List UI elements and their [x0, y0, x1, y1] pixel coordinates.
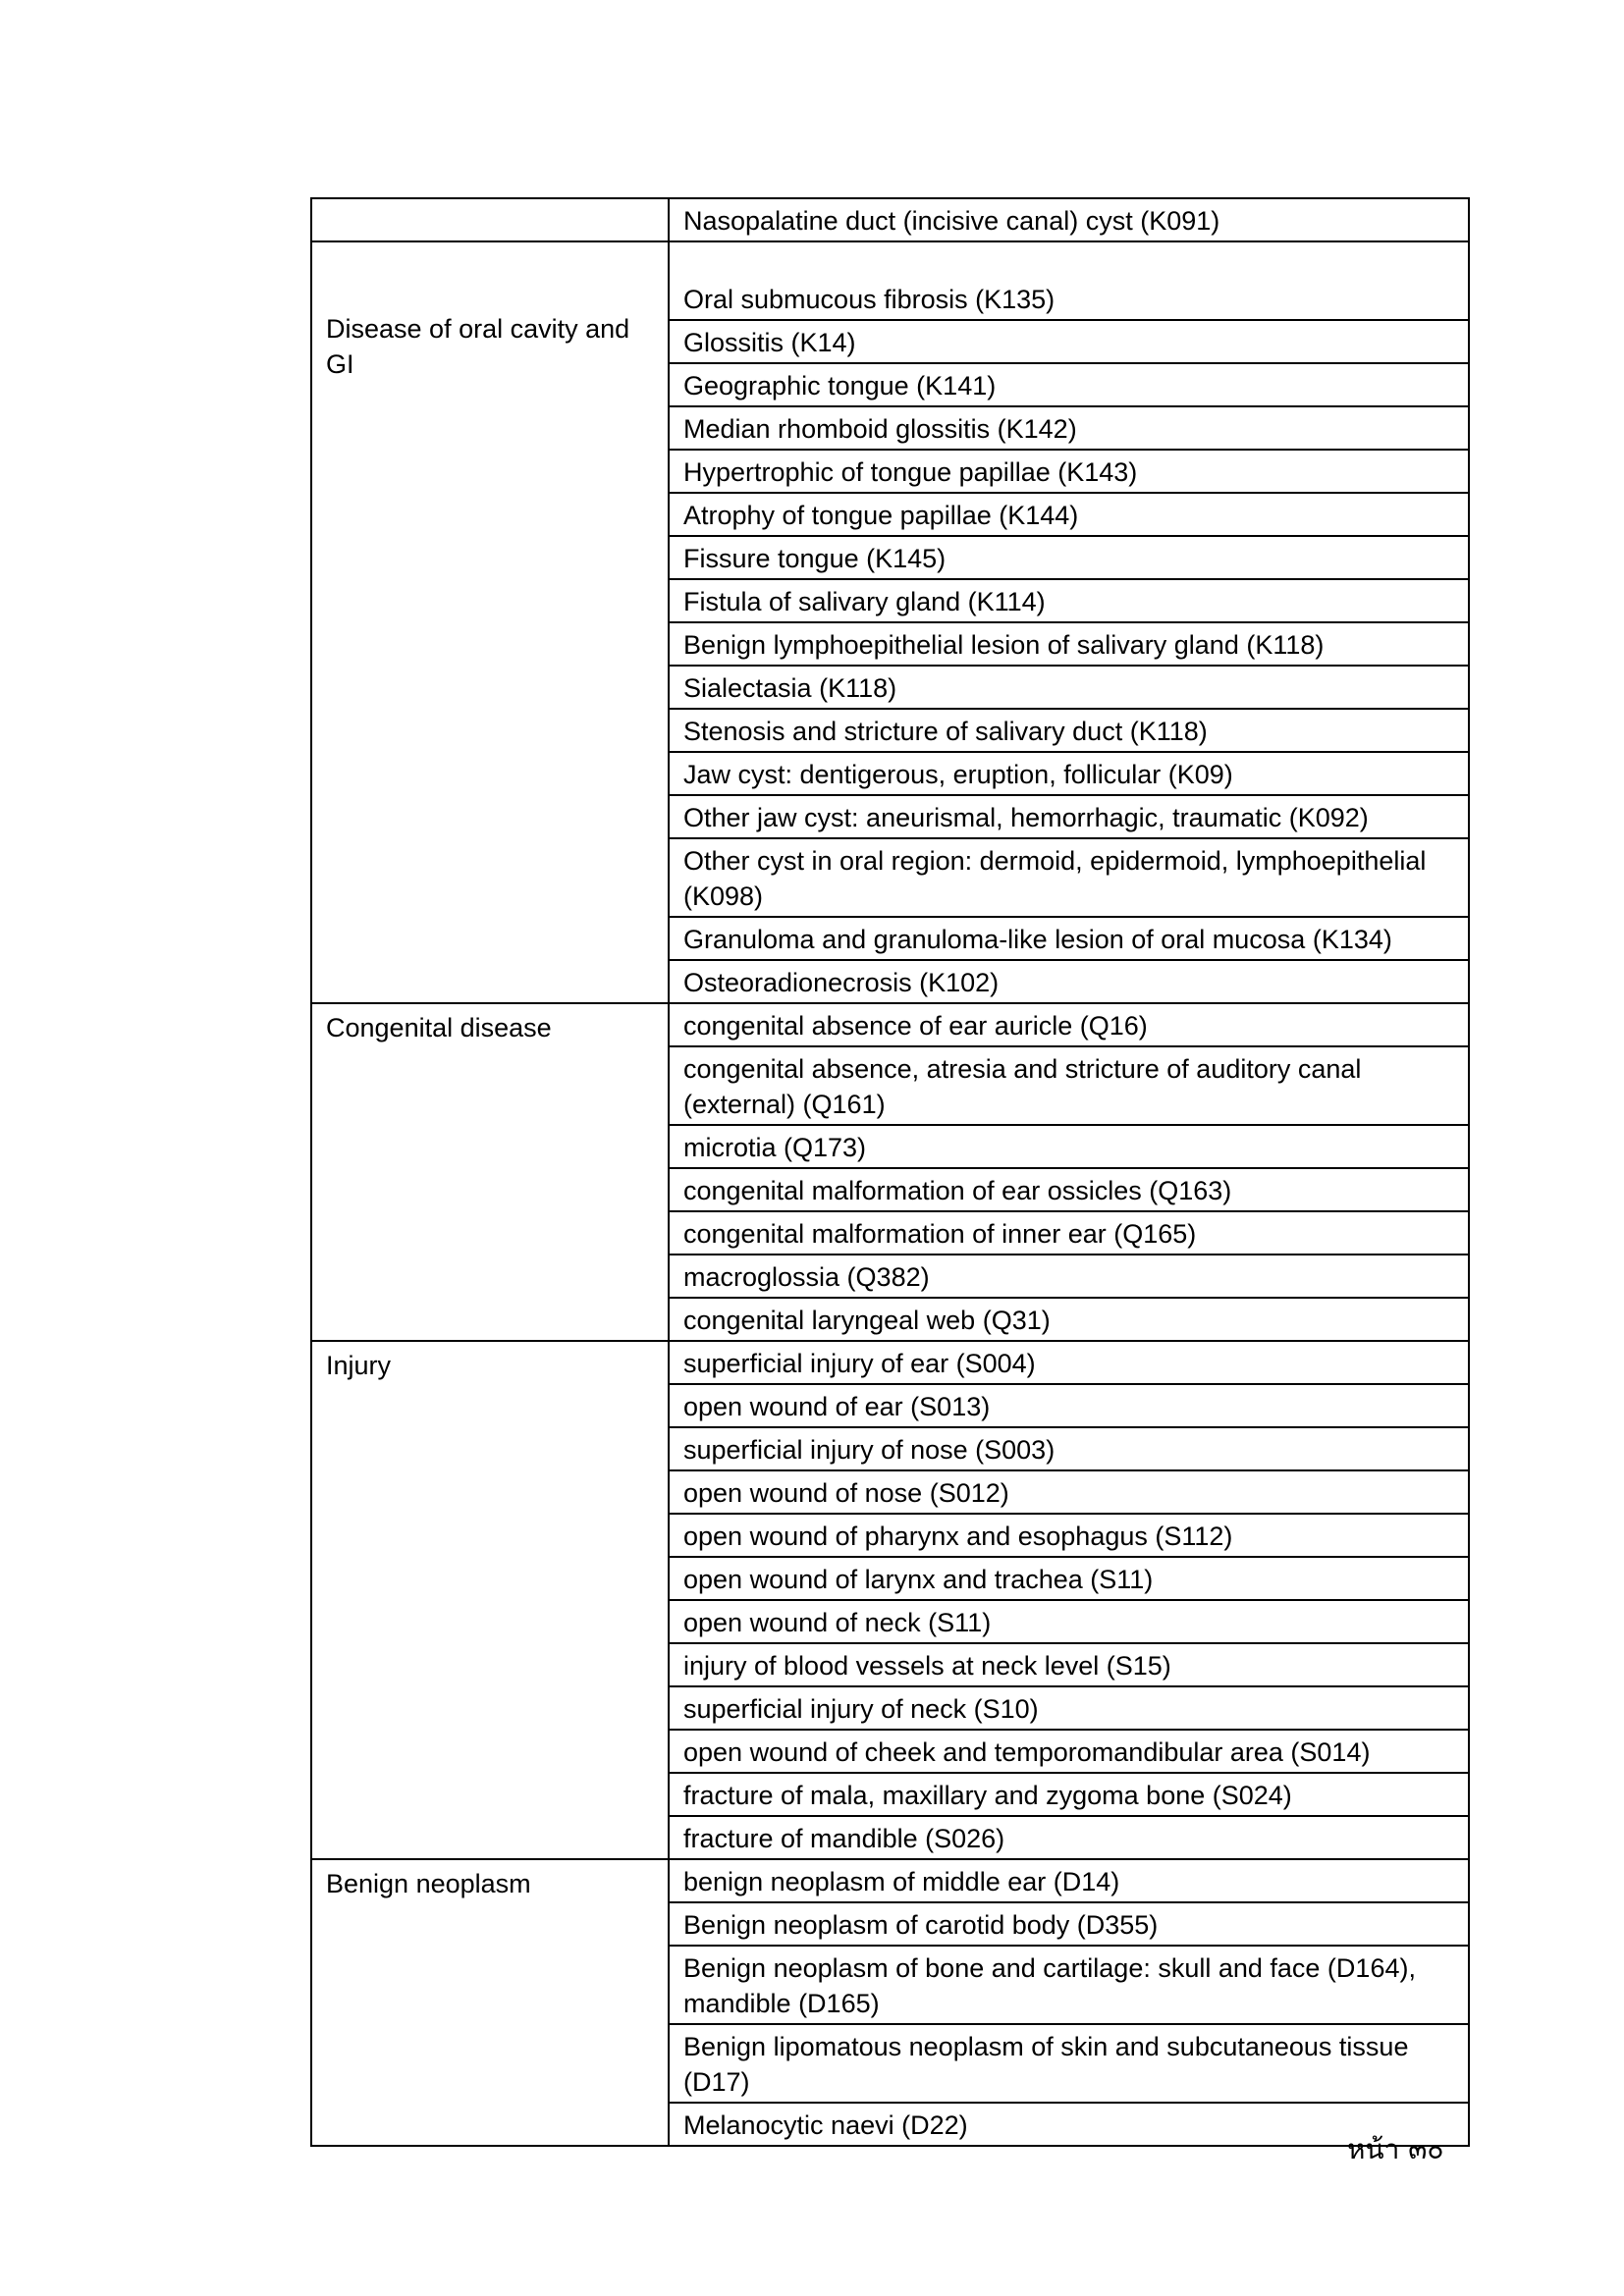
- diagnosis-item-cell: Other cyst in oral region: dermoid, epidermoid, lymphoepithelial (K098): [669, 838, 1469, 917]
- table-row: [311, 198, 1469, 241]
- diagnosis-item-cell: Other jaw cyst: aneurismal, hemorrhagic, traumatic (K092): [669, 795, 1469, 838]
- table-row: [311, 241, 1469, 320]
- diagnosis-item-cell: congenital malformation of ear ossicles (Q163): [669, 1168, 1469, 1211]
- diagnosis-item-cell: open wound of neck (S11): [669, 1600, 1469, 1643]
- diagnosis-item-cell: macroglossia (Q382): [669, 1255, 1469, 1298]
- category-cell: [311, 198, 669, 241]
- diagnosis-item-cell: Benign neoplasm of bone and cartilage: skull and face (D164), mandible (D165): [669, 1946, 1469, 2024]
- category-cell: Disease of oral cavity and GI: [311, 241, 669, 1003]
- diagnosis-item-cell: fracture of mandible (S026): [669, 1816, 1469, 1859]
- diagnosis-item-cell: Nasopalatine duct (incisive canal) cyst (K091): [669, 198, 1469, 241]
- diagnosis-item-cell: Hypertrophic of tongue papillae (K143): [669, 450, 1469, 493]
- category-cell: Benign neoplasm: [311, 1859, 669, 2146]
- diagnosis-item-cell: Sialectasia (K118): [669, 666, 1469, 709]
- category-cell: Congenital disease: [311, 1003, 669, 1341]
- diagnosis-item-cell: congenital absence, atresia and stricture of auditory canal (external) (Q161): [669, 1046, 1469, 1125]
- diagnosis-item-cell: open wound of cheek and temporomandibular area (S014): [669, 1730, 1469, 1773]
- diagnosis-item-cell: congenital malformation of inner ear (Q165): [669, 1211, 1469, 1255]
- diagnosis-item-cell: superficial injury of neck (S10): [669, 1686, 1469, 1730]
- category-cell: Injury: [311, 1341, 669, 1859]
- diagnosis-table-body: [311, 198, 1469, 2146]
- page-number: หน้า ๓๐: [1347, 2133, 1444, 2165]
- diagnosis-item-cell: open wound of pharynx and esophagus (S112): [669, 1514, 1469, 1557]
- diagnosis-item-cell: Median rhomboid glossitis (K142): [669, 406, 1469, 450]
- diagnosis-item-cell: congenital laryngeal web (Q31): [669, 1298, 1469, 1341]
- diagnosis-item-cell: Atrophy of tongue papillae (K144): [669, 493, 1469, 536]
- diagnosis-item-cell: Stenosis and stricture of salivary duct (K118): [669, 709, 1469, 752]
- diagnosis-item-cell: microtia (Q173): [669, 1125, 1469, 1168]
- diagnosis-item-cell: open wound of ear (S013): [669, 1384, 1469, 1427]
- diagnosis-item-cell: Glossitis (K14): [669, 320, 1469, 363]
- diagnosis-item-cell: benign neoplasm of middle ear (D14): [669, 1859, 1469, 1902]
- diagnosis-item-cell: Benign neoplasm of carotid body (D355): [669, 1902, 1469, 1946]
- diagnosis-item-cell: superficial injury of ear (S004): [669, 1341, 1469, 1384]
- table-row: [311, 1859, 1469, 1902]
- diagnosis-item-cell: Geographic tongue (K141): [669, 363, 1469, 406]
- diagnosis-item-cell: Melanocytic naevi (D22): [669, 2103, 1469, 2146]
- table-row: [311, 1341, 1469, 1384]
- diagnosis-item-cell: Fistula of salivary gland (K114): [669, 579, 1469, 622]
- table-row: [311, 1003, 1469, 1046]
- diagnosis-item-cell: Fissure tongue (K145): [669, 536, 1469, 579]
- diagnosis-item-cell: fracture of mala, maxillary and zygoma bone (S024): [669, 1773, 1469, 1816]
- diagnosis-item-cell: superficial injury of nose (S003): [669, 1427, 1469, 1470]
- diagnosis-item-cell: Oral submucous fibrosis (K135): [669, 241, 1469, 320]
- diagnosis-item-cell: Jaw cyst: dentigerous, eruption, follicular (K09): [669, 752, 1469, 795]
- diagnosis-item-cell: Benign lipomatous neoplasm of skin and subcutaneous tissue (D17): [669, 2024, 1469, 2103]
- diagnosis-item-cell: injury of blood vessels at neck level (S15): [669, 1643, 1469, 1686]
- diagnosis-item-cell: Granuloma and granuloma-like lesion of oral mucosa (K134): [669, 917, 1469, 960]
- diagnosis-item-cell: Benign lymphoepithelial lesion of salivary gland (K118): [669, 622, 1469, 666]
- diagnosis-item-cell: open wound of nose (S012): [669, 1470, 1469, 1514]
- diagnosis-table: [310, 197, 1470, 2147]
- diagnosis-item-cell: Osteoradionecrosis (K102): [669, 960, 1469, 1003]
- diagnosis-item-cell: open wound of larynx and trachea (S11): [669, 1557, 1469, 1600]
- diagnosis-item-cell: congenital absence of ear auricle (Q16): [669, 1003, 1469, 1046]
